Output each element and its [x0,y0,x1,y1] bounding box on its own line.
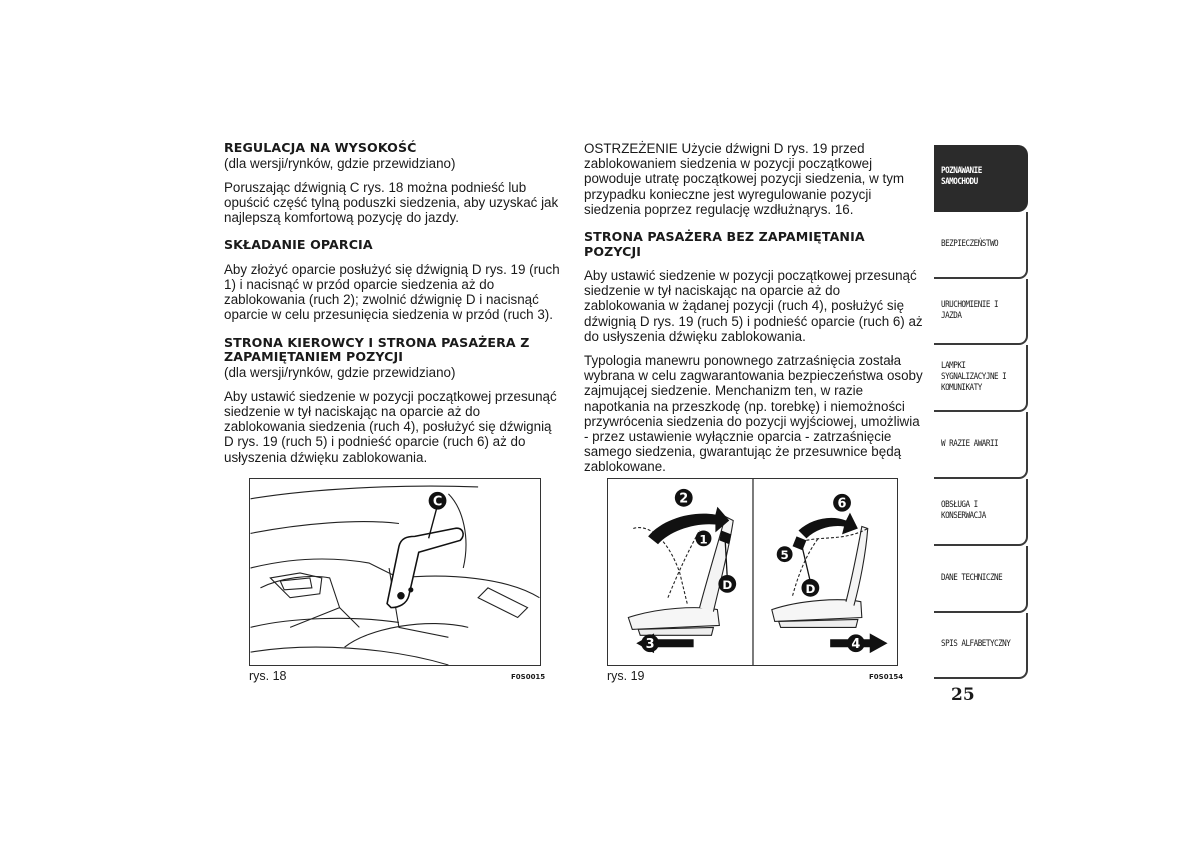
figure-19-caption: rys. 19 [607,669,645,683]
tab-dane-techniczne[interactable]: DANE TECHNICZNE [934,546,1028,613]
left-column [224,141,564,465]
tab-spis-alfabetyczny[interactable]: SPIS ALFABETYCZNY [934,613,1028,680]
figure-18-caption: rys. 18 [249,669,287,683]
section-note: (dla wersji/rynków, gdzie przewidziano) [224,155,456,171]
chapter-tabs [934,145,1028,679]
page-number: 25 [951,685,975,705]
tab-lampki-komunikaty[interactable]: LAMPKI SYGNALIZACYJNE I KOMUNIKATY [934,345,1028,412]
tab-poznawanie-samochodu[interactable]: POZNAWANIE SAMOCHODU [934,145,1028,212]
tab-uruchomienie-jazda[interactable]: URUCHOMIENIE I JAZDA [934,279,1028,346]
section-title-height: REGULACJA NA WYSOKOŚĆ [224,140,417,155]
callout-d-right: D [805,581,816,596]
callout-1: 1 [699,532,708,547]
section-title-memory: STRONA KIEROWCY I STRONA PASAŻERA Z ZAPAMIĘTANIEM POZYCJI [224,334,530,365]
seat-fold-illustration [608,479,897,665]
section-note: (dla wersji/rynków, gdzie przewidziano) [224,364,456,380]
figure-19-code: F0S0154 [869,673,904,681]
section-text: Aby złożyć oparcie posłużyć się dźwignią D rys. 19 (ruch 1) i nacisnąć w przód oparcie siedzenia aż do zablokowania (ruch 2); zwolnić dźwignię D i nacisnąć oparcie w celu przesunięcia siedzenia w przód (ruch 3). [224,261,560,323]
section-text: Typologia manewru ponownego zatrzaśnięcia została wybrana w celu zagwarantowania bezpieczeństwa osoby zajmującej siedzenie. Menchanizm ten, w razie napotkania na przeszkodę (np. torebkę) i niemożności przywrócenia siedzenia do pozycji wyjściowej, umożliwia - przez ustawienie wyłącznie oparcia - zatrzaśnięcie samego siedzenia, gwarantując że przesuwnice będą zablokowane. [584,353,923,475]
section-text: Poruszając dźwignią C rys. 18 można podnieść lub opuścić część tylną poduszki siedzenia, aby uzyskać jak najlepszą komfortową pozycję do jazdy. [224,179,559,226]
tab-w-razie-awarii[interactable]: W RAZIE AWARII [934,412,1028,479]
warning-text: OSTRZEŻENIE Użycie dźwigni D rys. 19 przed zablokowaniem siedzenia w pozycji początkowej powoduje utratę początkowej pozycji siedzenia, w tym przypadku konieczne jest wyregulowanie pozycji siedzenia poprzez regulację wzdłużnąrys. 16. [584,141,905,217]
callout-6: 6 [837,496,847,512]
figure-18-code: F0S0015 [511,673,546,681]
figure-18 [249,478,541,666]
callout-2: 2 [679,491,689,507]
figure-19 [607,478,898,666]
seat-height-lever-illustration [250,479,540,665]
right-column [584,141,924,475]
section-text: Aby ustawić siedzenie w pozycji początkowej przesunąć siedzenie w tył naciskając na oparcie aż do zablokowania siedzenia (ruch 4), posłużyć się dźwignią D rys. 19 (ruch 5) i podnieść oparcie (ruch 6) aż do usłyszenia dźwięku zablokowania. [224,388,557,465]
callout-4: 4 [851,637,861,653]
tab-obsluga-konserwacja[interactable]: OBSŁUGA I KONSERWACJA [934,479,1028,546]
section-title-passenger: STRONA PASAŻERA BEZ ZAPAMIĘTANIA POZYCJI [584,229,865,259]
callout-3: 3 [645,637,655,653]
callout-c: C [432,494,443,510]
callout-5: 5 [780,548,789,563]
section-title-fold: SKŁADANIE OPARCIA [224,237,373,253]
section-text: Aby ustawić siedzenie w pozycji początkowej przesunąć siedzenie w tył naciskając na oparcie aż do zablokowania w żądanej pozycji (ruch 4), posłużyć się dźwignią D rys. 19 (ruch 5) i podnieść oparcie (ruch 6) aż do usłyszenia dźwięku zablokowania. [584,268,923,344]
callout-d-left: D [722,577,733,592]
tab-bezpieczenstwo[interactable]: BEZPIECZEŃSTWO [934,212,1028,279]
